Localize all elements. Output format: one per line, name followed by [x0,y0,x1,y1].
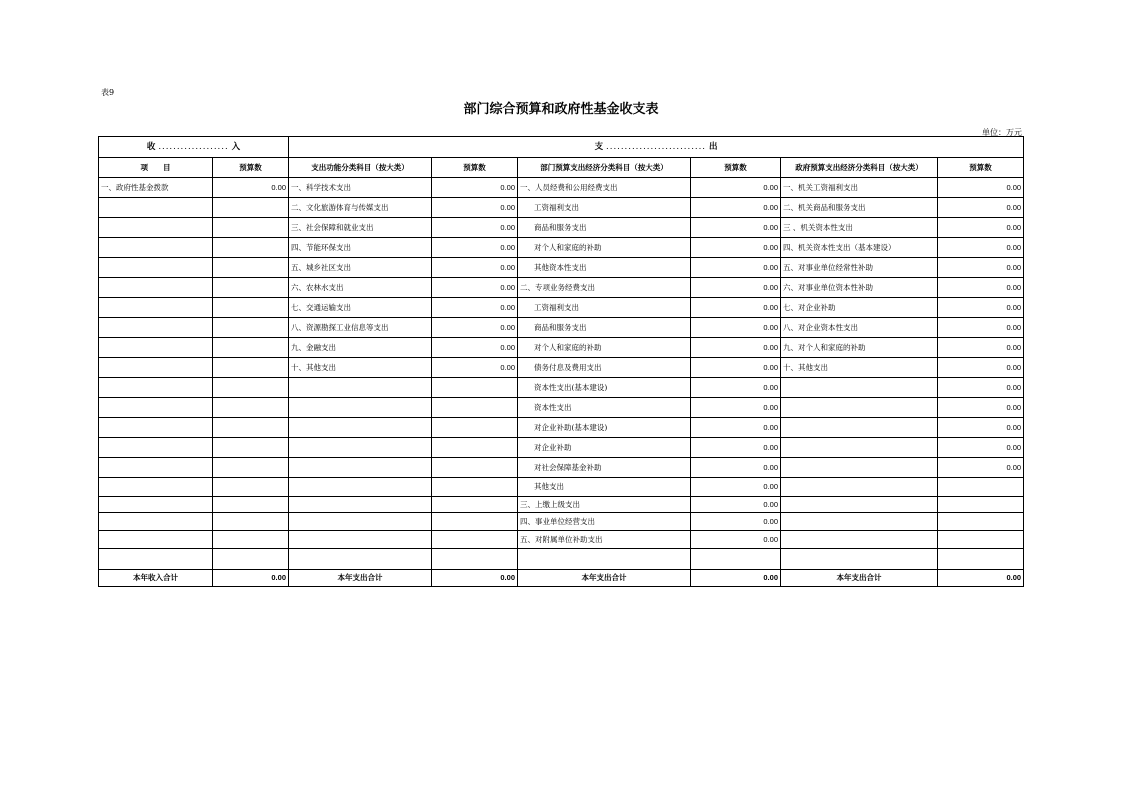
cell-function-category: 二、文化旅游体育与传媒支出 [289,198,432,218]
cell-dept-economic-category: 二、专项业务经费支出 [518,278,691,298]
table-row [99,438,1024,458]
cell-gov-economic-budget [938,478,1024,497]
cell-dept-economic-budget: 0.00 [691,198,781,218]
cell-item [99,418,213,438]
table-row [99,378,1024,398]
cell-income-budget [213,298,289,318]
cell-gov-economic-budget: 0.00 [938,438,1024,458]
cell-item [99,549,213,570]
income-group-header [99,137,289,158]
cell-gov-economic-category: 二、机关商品和服务支出 [781,198,938,218]
table-row [99,497,1024,513]
col-header-function-budget: 预算数 [432,158,518,178]
cell-income-budget [213,278,289,298]
cell-function-category [289,458,432,478]
cell-function-category: 八、资源勘探工业信息等支出 [289,318,432,338]
cell-gov-economic-category [781,398,938,418]
expense-header-left: 支 [594,141,604,152]
cell-dept-economic-category: 资本性支出 [518,398,691,418]
cell-gov-economic-category: 八、对企业资本性支出 [781,318,938,338]
cell-dept-economic-budget: 0.00 [691,318,781,338]
total-label: 本年支出合计 [518,570,691,587]
cell-income-budget [213,549,289,570]
cell-item [99,318,213,338]
cell-dept-economic-category: 其他支出 [518,478,691,497]
cell-function-budget: 0.00 [432,338,518,358]
cell-dept-economic-category: 资本性支出(基本建设) [518,378,691,398]
cell-item [99,298,213,318]
cell-dept-economic-budget: 0.00 [691,358,781,378]
expense-header-dots: ........................... [606,141,706,152]
cell-function-category: 四、节能环保支出 [289,238,432,258]
table-row [99,549,1024,570]
expense-header-right: 出 [708,141,718,152]
cell-dept-economic-budget: 0.00 [691,218,781,238]
unit-label: 单位：万元 [982,128,1022,137]
cell-item [99,497,213,513]
cell-function-budget [432,549,518,570]
col-header-function-category: 支出功能分类科目（按大类） [289,158,432,178]
table-row [99,258,1024,278]
cell-income-budget [213,218,289,238]
cell-dept-economic-category: 对企业补助 [518,438,691,458]
cell-dept-economic-category: 四、事业单位经营支出 [518,513,691,531]
cell-gov-economic-budget [938,549,1024,570]
cell-function-category [289,513,432,531]
cell-gov-economic-budget: 0.00 [938,398,1024,418]
cell-gov-economic-budget [938,497,1024,513]
cell-function-category [289,497,432,513]
cell-item [99,278,213,298]
cell-dept-economic-category: 其他资本性支出 [518,258,691,278]
cell-gov-economic-budget: 0.00 [938,218,1024,238]
budget-table [98,136,1024,587]
cell-function-category: 九、金融支出 [289,338,432,358]
total-label: 本年支出合计 [781,570,938,587]
cell-dept-economic-budget: 0.00 [691,278,781,298]
cell-gov-economic-budget: 0.00 [938,238,1024,258]
cell-dept-economic-category: 对企业补助(基本建设) [518,418,691,438]
cell-income-budget [213,358,289,378]
cell-gov-economic-category [781,531,938,549]
cell-function-category [289,549,432,570]
table-row [99,198,1024,218]
cell-function-budget [432,378,518,398]
col-header-gov-economic-category: 政府预算支出经济分类科目（按大类） [781,158,938,178]
cell-function-category: 三、社会保障和就业支出 [289,218,432,238]
cell-dept-economic-budget: 0.00 [691,258,781,278]
cell-function-category [289,438,432,458]
cell-income-budget [213,378,289,398]
cell-gov-economic-category: 五、对事业单位经常性补助 [781,258,938,278]
table-row [99,531,1024,549]
col-header-item: 项 目 [99,158,213,178]
cell-function-category [289,478,432,497]
total-label: 本年收入合计 [99,570,213,587]
cell-dept-economic-budget: 0.00 [691,458,781,478]
cell-dept-economic-category: 商品和服务支出 [518,218,691,238]
cell-income-budget [213,531,289,549]
cell-gov-economic-category [781,378,938,398]
page-title: 部门综合预算和政府性基金收支表 [463,102,659,117]
cell-income-budget [213,318,289,338]
cell-dept-economic-budget: 0.00 [691,178,781,198]
cell-income-budget [213,418,289,438]
cell-function-budget [432,531,518,549]
cell-gov-economic-category [781,478,938,497]
cell-item [99,378,213,398]
cell-dept-economic-budget: 0.00 [691,338,781,358]
cell-function-category [289,531,432,549]
cell-function-category [289,418,432,438]
table-number: 表9 [101,88,115,97]
cell-function-category: 六、农林水支出 [289,278,432,298]
cell-function-category [289,378,432,398]
cell-function-budget: 0.00 [432,198,518,218]
total-value: 0.00 [691,570,781,587]
cell-income-budget [213,338,289,358]
total-label: 本年支出合计 [289,570,432,587]
cell-item [99,438,213,458]
cell-gov-economic-category [781,438,938,458]
cell-income-budget [213,438,289,458]
cell-item [99,218,213,238]
table-row [99,398,1024,418]
cell-income-budget [213,497,289,513]
cell-dept-economic-budget: 0.00 [691,497,781,513]
cell-income-budget [213,258,289,278]
table-row [99,478,1024,497]
cell-income-budget [213,458,289,478]
table-row [99,218,1024,238]
cell-gov-economic-budget: 0.00 [938,318,1024,338]
col-header-gov-economic-budget: 预算数 [938,158,1024,178]
cell-dept-economic-budget: 0.00 [691,438,781,458]
cell-function-category: 五、城乡社区支出 [289,258,432,278]
cell-gov-economic-budget: 0.00 [938,458,1024,478]
cell-function-budget: 0.00 [432,298,518,318]
table-row [99,278,1024,298]
cell-income-budget [213,398,289,418]
cell-dept-economic-budget [691,549,781,570]
cell-gov-economic-category: 三 、机关资本性支出 [781,218,938,238]
cell-item [99,338,213,358]
cell-function-budget: 0.00 [432,358,518,378]
cell-gov-economic-budget [938,531,1024,549]
cell-gov-economic-category: 一、机关工资福利支出 [781,178,938,198]
cell-dept-economic-budget: 0.00 [691,298,781,318]
cell-gov-economic-category [781,513,938,531]
cell-item [99,258,213,278]
col-header-dept-economic-budget: 预算数 [691,158,781,178]
cell-function-budget [432,398,518,418]
cell-item [99,478,213,497]
total-row [99,570,1024,587]
cell-function-budget [432,438,518,458]
cell-function-budget: 0.00 [432,218,518,238]
total-value: 0.00 [213,570,289,587]
table-row [99,238,1024,258]
cell-item [99,238,213,258]
cell-dept-economic-budget: 0.00 [691,418,781,438]
cell-dept-economic-budget: 0.00 [691,398,781,418]
cell-gov-economic-budget: 0.00 [938,178,1024,198]
cell-gov-economic-budget: 0.00 [938,258,1024,278]
cell-dept-economic-category: 一、人员经费和公用经费支出 [518,178,691,198]
cell-gov-economic-budget [938,513,1024,531]
cell-income-budget: 0.00 [213,178,289,198]
income-header-dots: ................... [158,141,229,152]
cell-function-budget: 0.00 [432,258,518,278]
cell-gov-economic-budget: 0.00 [938,358,1024,378]
cell-gov-economic-category: 九、对个人和家庭的补助 [781,338,938,358]
cell-dept-economic-category: 工资福利支出 [518,198,691,218]
cell-dept-economic-budget: 0.00 [691,378,781,398]
total-value: 0.00 [938,570,1024,587]
cell-function-budget [432,418,518,438]
cell-function-category [289,398,432,418]
cell-item [99,358,213,378]
cell-gov-economic-category [781,418,938,438]
table-row [99,178,1024,198]
cell-function-budget [432,497,518,513]
cell-gov-economic-budget: 0.00 [938,378,1024,398]
table-row [99,418,1024,438]
table-row [99,298,1024,318]
col-header-dept-economic-category: 部门预算支出经济分类科目（按大类） [518,158,691,178]
cell-income-budget [213,478,289,497]
cell-income-budget [213,238,289,258]
income-header-left: 收 [146,141,156,152]
table-row [99,338,1024,358]
table-row [99,358,1024,378]
cell-item [99,458,213,478]
cell-gov-economic-category [781,549,938,570]
cell-item [99,531,213,549]
cell-dept-economic-budget: 0.00 [691,513,781,531]
cell-dept-economic-category: 债务付息及费用支出 [518,358,691,378]
cell-dept-economic-category: 对个人和家庭的补助 [518,338,691,358]
cell-gov-economic-category: 七、对企业补助 [781,298,938,318]
cell-function-budget [432,458,518,478]
cell-dept-economic-budget: 0.00 [691,478,781,497]
cell-gov-economic-budget: 0.00 [938,298,1024,318]
cell-function-budget [432,478,518,497]
cell-dept-economic-category: 对社会保障基金补助 [518,458,691,478]
group-header-row [99,137,1024,158]
cell-gov-economic-budget: 0.00 [938,418,1024,438]
col-header-income-budget: 预算数 [213,158,289,178]
cell-dept-economic-category: 五、对附属单位补助支出 [518,531,691,549]
table-row [99,458,1024,478]
cell-function-budget: 0.00 [432,178,518,198]
cell-gov-economic-category: 十、其他支出 [781,358,938,378]
cell-function-budget: 0.00 [432,318,518,338]
cell-dept-economic-category: 工资福利支出 [518,298,691,318]
income-header-right: 入 [231,141,241,152]
cell-function-category: 一、科学技术支出 [289,178,432,198]
cell-gov-economic-budget: 0.00 [938,198,1024,218]
cell-gov-economic-category [781,497,938,513]
cell-income-budget [213,513,289,531]
column-header-row [99,158,1024,178]
cell-item: 一、政府性基金拨款 [99,178,213,198]
cell-dept-economic-category: 对个人和家庭的补助 [518,238,691,258]
cell-gov-economic-budget: 0.00 [938,278,1024,298]
cell-dept-economic-category [518,549,691,570]
cell-function-budget: 0.00 [432,278,518,298]
expense-group-header [289,137,1024,158]
cell-item [99,513,213,531]
cell-function-budget [432,513,518,531]
cell-function-category: 七、交通运输支出 [289,298,432,318]
cell-dept-economic-budget: 0.00 [691,531,781,549]
cell-gov-economic-category: 四、机关资本性支出（基本建设） [781,238,938,258]
cell-dept-economic-budget: 0.00 [691,238,781,258]
table-row [99,513,1024,531]
cell-function-category: 十、其他支出 [289,358,432,378]
cell-dept-economic-category: 三、上缴上级支出 [518,497,691,513]
cell-item [99,398,213,418]
total-value: 0.00 [432,570,518,587]
cell-income-budget [213,198,289,218]
cell-function-budget: 0.00 [432,238,518,258]
cell-dept-economic-category: 商品和服务支出 [518,318,691,338]
table-row [99,318,1024,338]
cell-gov-economic-category: 六、对事业单位资本性补助 [781,278,938,298]
cell-gov-economic-budget: 0.00 [938,338,1024,358]
cell-item [99,198,213,218]
cell-gov-economic-category [781,458,938,478]
